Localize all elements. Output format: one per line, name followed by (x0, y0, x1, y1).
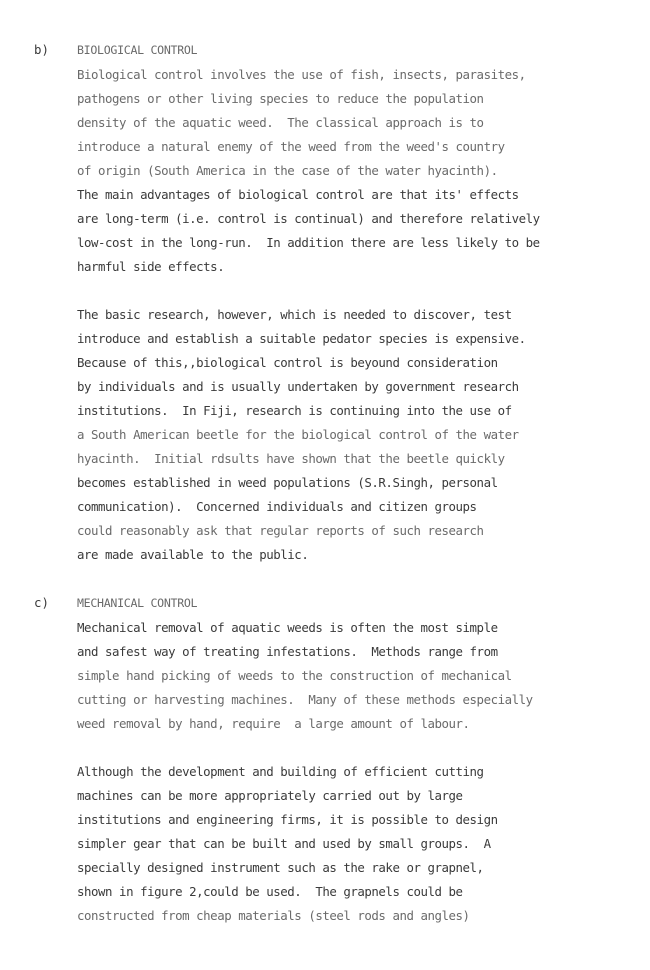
text-line: low-cost in the long-run. In addition there are less likely to be (77, 235, 540, 250)
text-line: are long-term (i.e. control is continual) and therefore relatively (77, 211, 540, 226)
text-line: Biological control involves the use of fish, insects, parasites, (77, 67, 526, 82)
text-line: and safest way of treating infestations. Methods range from (77, 644, 498, 659)
text-line: are made available to the public. (77, 547, 309, 562)
text-line: constructed from cheap materials (steel rods and angles) (77, 908, 470, 923)
text-line: institutions and engineering firms, it is possible to design (77, 812, 498, 827)
text-line: by individuals and is usually undertaken by government research (77, 379, 519, 394)
text-line: harmful side effects. (77, 259, 225, 274)
text-line: institutions. In Fiji, research is continuing into the use of (77, 403, 512, 418)
text-line: becomes established in weed populations (S.R.Singh, personal (77, 475, 498, 490)
section-b-heading: BIOLOGICAL CONTROL (77, 43, 198, 57)
section-b-marker: b) (34, 42, 49, 57)
text-line: machines can be more appropriately carried out by large (77, 788, 463, 803)
text-line: introduce and establish a suitable pedator species is expensive. (77, 331, 526, 346)
text-line: Because of this,,biological control is beyound consideration (77, 355, 498, 370)
text-line: The main advantages of biological control are that its' effects (77, 187, 519, 202)
text-line: density of the aquatic weed. The classical approach is to (77, 115, 484, 130)
text-line: simpler gear that can be built and used by small groups. A (77, 836, 491, 851)
text-line: Although the development and building of efficient cutting (77, 764, 484, 779)
text-line: cutting or harvesting machines. Many of these methods especially (77, 692, 533, 707)
text-line: a South American beetle for the biological control of the water (77, 427, 519, 442)
section-c-marker: c) (34, 595, 49, 610)
text-line: The basic research, however, which is needed to discover, test (77, 307, 512, 322)
text-line: introduce a natural enemy of the weed from the weed's country (77, 139, 505, 154)
text-line: could reasonably ask that regular reports of such research (77, 523, 484, 538)
section-c-heading: MECHANICAL CONTROL (77, 596, 198, 610)
text-line: shown in figure 2,could be used. The grapnels could be (77, 884, 463, 899)
text-line: weed removal by hand, require a large amount of labour. (77, 716, 470, 731)
text-line: pathogens or other living species to reduce the population (77, 91, 484, 106)
text-line: hyacinth. Initial rdsults have shown that the beetle quickly (77, 451, 505, 466)
text-line: Mechanical removal of aquatic weeds is often the most simple (77, 620, 498, 635)
text-line: communication). Concerned individuals and citizen groups (77, 499, 477, 514)
text-line: simple hand picking of weeds to the construction of mechanical (77, 668, 512, 683)
text-line: of origin (South America in the case of the water hyacinth). (77, 163, 498, 178)
text-line: specially designed instrument such as the rake or grapnel, (77, 860, 484, 875)
